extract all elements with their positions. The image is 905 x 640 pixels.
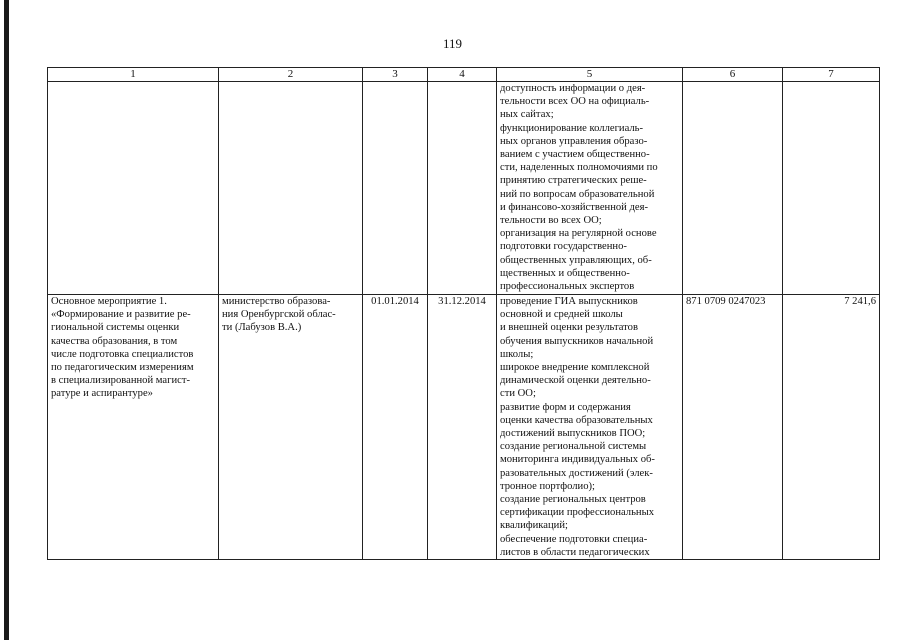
text-line: «Формирование и развитие ре- [51, 309, 191, 321]
text-line: тронное портфолио); [500, 480, 595, 492]
cell-expected-results [497, 82, 683, 295]
header-col-1: 1 [48, 68, 219, 82]
text-line: обеспечение подготовки специа- [500, 533, 648, 545]
text-line: профессиональных экспертов [500, 281, 635, 293]
cell-end-date: 31.12.2014 [428, 295, 497, 560]
text-line: ния Оренбургской облас- [222, 309, 336, 321]
header-col-6: 6 [683, 68, 783, 82]
text-line: листов в области педагогических [500, 546, 650, 558]
cell-empty [683, 82, 783, 295]
text-line: сертификации профессиональных [500, 507, 654, 519]
text-line: общественных управляющих, об- [500, 254, 652, 266]
text-line: тельности во всех ОО; [500, 215, 602, 227]
header-row [48, 68, 880, 82]
text-line: сти, наделенных полномочиями по [500, 162, 658, 174]
text-line: принятию стратегических реше- [500, 175, 647, 187]
header-col-2: 2 [219, 68, 363, 82]
cell-empty [783, 82, 880, 295]
header-col-7: 7 [783, 68, 880, 82]
text-line: министерство образова- [222, 296, 331, 307]
cell-empty [363, 82, 428, 295]
text-line: обучения выпускников начальной [500, 335, 654, 347]
text-line: ных сайтах; [500, 109, 554, 121]
cell-empty [428, 82, 497, 295]
text-line: ний по вопросам образовательной [500, 188, 655, 200]
text-line: функционирование коллегиаль- [500, 122, 644, 134]
header-col-3: 3 [363, 68, 428, 82]
text-line: оценки качества образовательных [500, 414, 653, 426]
text-line: гиональной системы оценки [51, 322, 180, 334]
text-line: качества образования, в том [51, 335, 178, 347]
cell-amount: 7 241,6 [783, 295, 880, 560]
text-line: сти ОО; [500, 388, 536, 400]
cell-budget-code: 871 0709 0247023 [683, 295, 783, 560]
cell-expected-results [497, 295, 683, 560]
text-line: организация на регулярной основе [500, 228, 657, 240]
text-line: основной и средней школы [500, 309, 623, 321]
text-line: проведение ГИА выпускников [500, 296, 638, 307]
text-line: ратуре и аспирантуре» [51, 388, 153, 400]
text-line: создание региональных центров [500, 494, 646, 506]
text-line: доступность информации о дея- [500, 83, 646, 94]
text-line: Основное мероприятие 1. [51, 296, 167, 307]
cell-responsible [219, 295, 363, 560]
cell-empty [219, 82, 363, 295]
table-row-main-measure [48, 295, 880, 560]
text-line: динамической оценки деятельно- [500, 375, 651, 387]
page-number: 119 [442, 36, 463, 51]
text-line: ных органов управления образо- [500, 135, 648, 147]
text-line: тельности всех ОО на официаль- [500, 96, 650, 108]
text-line: щественных и общественно- [500, 267, 630, 279]
text-line: ванием с участием общественно- [500, 149, 650, 161]
cell-empty [48, 82, 219, 295]
text-line: и внешней оценки результатов [500, 322, 638, 334]
text-line: широкое внедрение комплексной [500, 362, 650, 374]
text-line: подготовки государственно- [500, 241, 627, 253]
text-line: квалификаций; [500, 520, 568, 532]
text-line: числе подготовка специалистов [51, 348, 194, 360]
cell-start-date: 01.01.2014 [363, 295, 428, 560]
cell-measure-name [48, 295, 219, 560]
page-binding-edge [4, 0, 9, 640]
header-col-4: 4 [428, 68, 497, 82]
text-line: создание региональной системы [500, 441, 647, 453]
table-row-continuation [48, 82, 880, 295]
text-line: достижений выпускников ПОО; [500, 428, 646, 440]
text-line: мониторинга индивидуальных об- [500, 454, 655, 466]
header-col-5: 5 [497, 68, 683, 82]
text-line: разовательных достижений (элек- [500, 467, 653, 479]
text-line: в специализированной магист- [51, 375, 190, 387]
text-line: ти (Лабузов В.А.) [222, 322, 302, 334]
text-line: развитие форм и содержания [500, 401, 631, 413]
plan-table [47, 67, 880, 560]
text-line: школы; [500, 348, 534, 360]
text-line: по педагогическим измерениям [51, 362, 194, 374]
text-line: и финансово-хозяйственной дея- [500, 201, 648, 213]
